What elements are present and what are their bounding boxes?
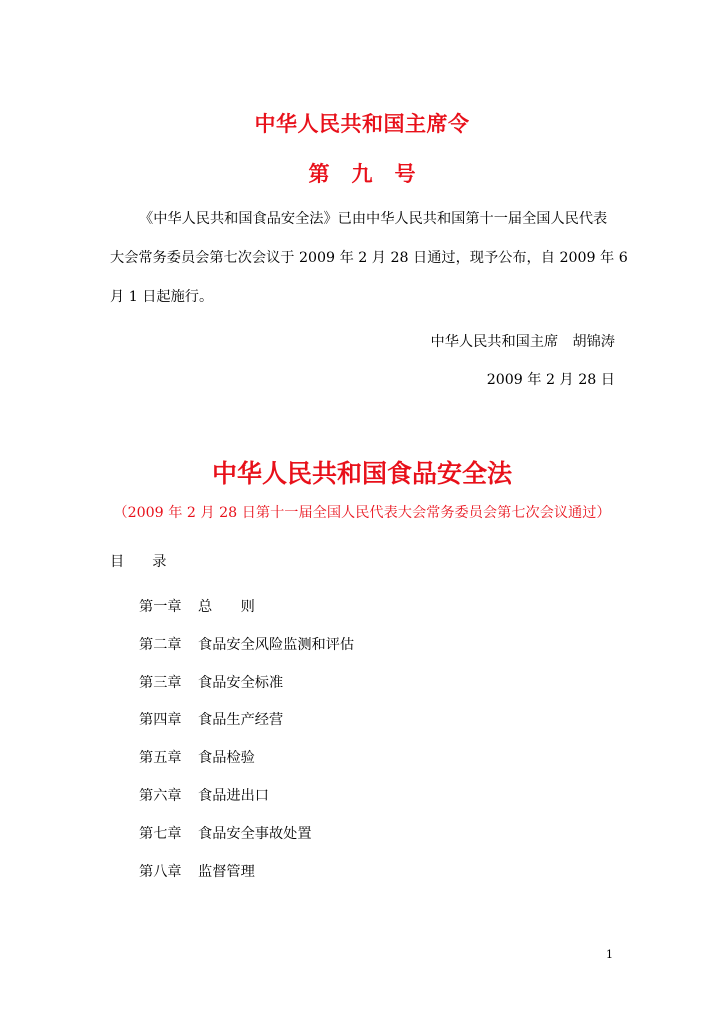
page-number: 1: [606, 948, 613, 961]
toc-chapter-number: 第五章: [139, 750, 182, 767]
order-title: 中华人民共和国主席令: [254, 112, 470, 136]
toc-chapter-title: 食品安全标准: [198, 674, 284, 691]
toc-item: [139, 710, 354, 748]
toc-item: [139, 597, 354, 635]
order-number: 第九号: [308, 162, 438, 186]
toc-chapter-title: 食品安全风险监测和评估: [198, 636, 355, 653]
law-subtitle: （2009 年 2 月 28 日第十一届全国人民代表大会常务委员会第七次会议通过）: [113, 505, 611, 521]
toc-heading: 目录: [110, 554, 195, 570]
signature: 中华人民共和国主席 胡锦涛: [430, 334, 615, 350]
toc-chapter-number: 第二章: [139, 636, 182, 653]
toc-chapter-number: 第四章: [139, 712, 182, 729]
toc-chapter-title: 监督管理: [198, 863, 255, 880]
announcement-line-1: 《中华人民共和国食品安全法》已由中华人民共和国第十一届全国人民代表: [139, 211, 608, 227]
toc-item: [139, 748, 354, 786]
toc-item: [139, 635, 354, 673]
toc-chapter-title: 总 则: [198, 599, 255, 615]
toc-item: [139, 862, 354, 900]
toc-chapter-title: 食品进出口: [198, 787, 269, 804]
announcement-line-2: 大会常务委员会第七次会议于 2009 年 2 月 28 日通过，现予公布，自 2009 年 6: [110, 250, 628, 266]
toc-chapter-title: 食品安全事故处置: [198, 825, 312, 842]
toc-chapter-number: 第八章: [139, 863, 182, 880]
law-title: 中华人民共和国食品安全法: [211, 459, 512, 488]
announcement-line-3: 月 1 日起施行。: [110, 289, 214, 305]
toc-chapter-title: 食品生产经营: [198, 712, 284, 729]
announcement-date: 2009 年 2 月 28 日: [486, 372, 615, 388]
toc-item: [139, 673, 354, 711]
toc-chapter-number: 第七章: [139, 825, 182, 842]
toc-chapter-number: 第六章: [139, 787, 182, 804]
toc-chapter-number: 第三章: [139, 674, 182, 691]
toc-item: [139, 786, 354, 824]
table-of-contents: [139, 597, 354, 899]
toc-chapter-title: 食品检验: [198, 750, 255, 767]
toc-item: [139, 824, 354, 862]
toc-chapter-number: 第一章: [139, 599, 182, 615]
